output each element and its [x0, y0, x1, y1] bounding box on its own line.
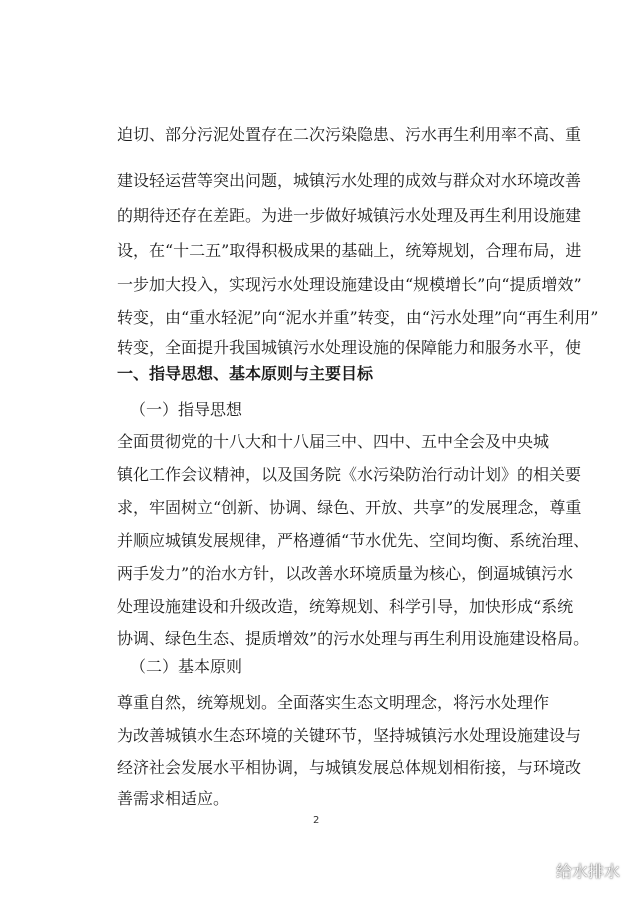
- paragraph-line: 协调、绿色生态、提质增效”的污水处理与再生利用设施建设格局。: [117, 629, 590, 648]
- subsection-heading: （一）指导思想: [130, 400, 243, 419]
- watermark-text: 给水排水: [555, 861, 620, 881]
- paragraph-line: 两手发力”的治水方针，以改善水环境质量为核心，倒逼城镇污水: [117, 564, 574, 583]
- watermark: [522, 858, 620, 882]
- section-heading: 一、指导思想、基本原则与主要目标: [117, 364, 374, 383]
- paragraph-line: 迫切、部分污泥处置存在二次污染隐患、污水再生利用率不高、重: [117, 125, 582, 144]
- paragraph-line: 处理设施建设和升级改造，统筹规划、科学引导，加快形成“系统: [117, 597, 574, 616]
- paragraph-line: 求，牢固树立“创新、协调、绿色、开放、共享”的发展理念，尊重: [117, 498, 582, 517]
- paragraph-line: 建设轻运营等突出问题，城镇污水处理的成效与群众对水环境改善: [117, 171, 582, 190]
- paragraph-line: 转变，全面提升我国城镇污水处理设施的保障能力和服务水平，使: [117, 338, 582, 357]
- paragraph-line: 镇化工作会议精神，以及国务院《水污染防治行动计划》的相关要: [117, 465, 582, 484]
- paragraph-line: 设，在“十二五”取得积极成果的基础上，统筹规划，合理布局，进: [117, 241, 582, 260]
- paragraph-line: 全面贯彻党的十八大和十八届三中、四中、五中全会及中央城: [117, 432, 550, 451]
- paragraph-line: 的期待还存在差距。为进一步做好城镇污水处理及再生利用设施建: [117, 206, 582, 225]
- paragraph-line: 一步加大投入，实现污水处理设施建设由“规模增长”向“提质增效”: [117, 275, 582, 294]
- paragraph-line: 善需求相适应。: [117, 789, 230, 808]
- paragraph-line: 转变，由“重水轻泥”向“泥水并重”转变，由“污水处理”向“再生利用”: [117, 308, 599, 327]
- paragraph-line: 为改善城镇水生态环境的关键环节，坚持城镇污水处理设施建设与: [117, 726, 582, 745]
- subsection-heading: （二）基本原则: [130, 657, 243, 676]
- paragraph-line: 经济社会发展水平相协调，与城镇发展总体规划相衔接，与环境改: [117, 758, 582, 777]
- wechat-icon: [522, 858, 550, 882]
- paragraph-line: 尊重自然，统筹规划。全面落实生态文明理念，将污水处理作: [117, 693, 550, 712]
- paragraph-line: 并顺应城镇发展规律，严格遵循“节水优先、空间均衡、系统治理、: [117, 531, 590, 550]
- page-number: 2: [313, 815, 320, 826]
